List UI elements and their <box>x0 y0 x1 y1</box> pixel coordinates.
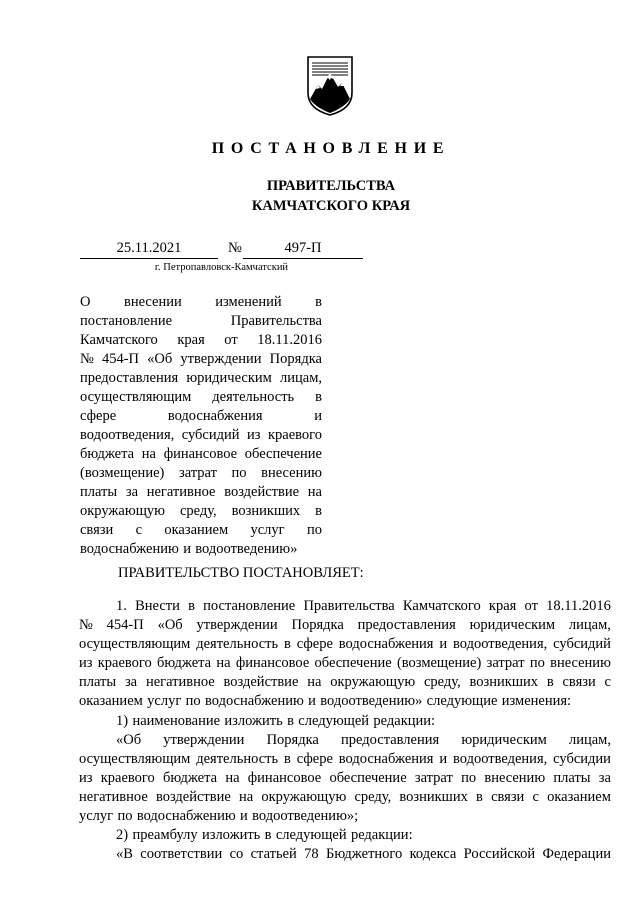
body-word: 2) <box>116 827 129 844</box>
body-word: Бюджетного <box>326 846 403 863</box>
body-word: негативное <box>79 788 148 805</box>
subject-line <box>80 502 322 521</box>
body-word: за <box>124 674 138 691</box>
body-word: водоотведения, <box>453 636 548 653</box>
body-word: в <box>546 674 554 691</box>
subject-line <box>80 369 322 388</box>
subject-word: Камчатского <box>80 332 158 348</box>
decree-formula: ПРАВИТЕЛЬСТВО ПОСТАНОВЛЯЕТ: <box>118 565 364 581</box>
body-word: платы <box>553 769 591 786</box>
body-word: связи <box>491 788 525 805</box>
subject-word: внесении <box>124 294 182 310</box>
subject-line <box>80 540 322 559</box>
body-word: Российской <box>463 846 536 863</box>
body-word: лицам, <box>568 731 611 748</box>
body-word: на <box>307 674 322 691</box>
subject-word: 454-П <box>101 351 140 367</box>
body-word: обеспечение <box>314 655 392 672</box>
subject-word: лицам, <box>280 370 322 386</box>
body-word: воздействие <box>155 788 231 805</box>
subject-word: за <box>125 484 139 500</box>
body-word: № <box>79 617 93 634</box>
body-word: бюджета <box>163 769 218 786</box>
body-word: из <box>79 769 93 786</box>
subject-word: из <box>247 427 261 443</box>
subject-word: финансовое <box>163 446 238 462</box>
subject-word: изменений <box>215 294 282 310</box>
issue-city: г. Петропавловск-Камчатский <box>154 262 289 273</box>
subject-word: и <box>314 408 322 424</box>
body-word: с <box>604 674 611 691</box>
subject-word: в <box>315 389 322 405</box>
body-word: деятельность <box>196 636 279 653</box>
subject-word: среду, <box>179 503 217 519</box>
subject-word: «Об <box>147 351 173 367</box>
body-word: обеспечение <box>329 769 407 786</box>
subject-word: окружающую <box>80 503 165 519</box>
body-word: «В <box>116 846 133 863</box>
subject-word: и <box>183 541 191 557</box>
subject-word: водоотведению» <box>195 541 298 557</box>
body-word: 78 <box>304 846 319 863</box>
body-word: водоснабжения <box>338 750 434 767</box>
body-word: юридическим <box>461 731 547 748</box>
subject-word: обеспечение <box>244 446 322 462</box>
body-word: изложить <box>201 827 261 844</box>
subject-word: на <box>141 446 156 462</box>
subject-line <box>80 483 322 502</box>
subject-word: по <box>306 522 322 538</box>
body-line <box>79 712 611 731</box>
body-word: Порядка <box>266 731 319 748</box>
body-word: среду, <box>354 788 392 805</box>
subject-word: оказанием <box>164 522 229 538</box>
subject-word: воздействие <box>224 484 300 500</box>
document-date: 25.11.2021 <box>80 238 218 259</box>
body-line <box>79 826 611 845</box>
body-word: возникших <box>399 788 468 805</box>
body-word: финансовое <box>247 769 322 786</box>
body-line <box>79 845 611 864</box>
body-word: среду, <box>423 674 461 691</box>
body-word: 454-П <box>106 617 144 634</box>
body-word: со <box>229 846 244 863</box>
subject-word: юридическим <box>186 370 272 386</box>
body-word: утверждении <box>196 617 278 634</box>
body-word: в <box>284 750 291 767</box>
subject-word: 18.11.2016 <box>257 332 322 348</box>
subject-word: осуществляющим <box>80 389 192 405</box>
body-word: внесению <box>484 769 546 786</box>
body-word: водоотведению»; <box>252 808 359 825</box>
body-word: Камчатского <box>402 598 481 614</box>
body-word: по <box>529 655 545 672</box>
body-line <box>79 731 611 750</box>
body-word: субсидий <box>553 636 611 653</box>
body-line <box>79 673 611 692</box>
body-word: следующей <box>275 827 347 844</box>
number-sign: № <box>228 240 242 256</box>
subject-word: платы <box>80 484 118 500</box>
body-word: деятельность <box>196 750 279 767</box>
body-word: Внести <box>135 598 180 614</box>
body-word: лицам, <box>568 617 611 634</box>
subject-word: О <box>80 294 91 310</box>
body-word: от <box>524 598 538 614</box>
subject-line <box>80 350 322 369</box>
body-word: сфере <box>296 636 333 653</box>
body-word: 1) <box>116 712 129 729</box>
subject-word: от <box>224 332 238 348</box>
body-word: и <box>439 636 448 653</box>
body-word: бюджета <box>157 655 212 672</box>
body-word: оказанием <box>547 788 611 805</box>
body-word: осуществляющим <box>79 750 191 767</box>
body-word: водоснабжения <box>338 636 434 653</box>
body-word: по <box>461 769 477 786</box>
body-word: постановление <box>203 598 296 614</box>
subject-word: по <box>231 465 247 481</box>
subject-word: возникших <box>231 503 301 519</box>
body-word: утверждении <box>163 731 245 748</box>
body-word: на <box>216 655 231 672</box>
subject-line <box>80 407 322 426</box>
subject-word: связи <box>80 522 114 538</box>
body-word: следующей <box>298 712 370 729</box>
body-word: 1. <box>116 598 127 614</box>
body-word: субсидии <box>553 750 611 767</box>
subject-word: (возмещение) <box>80 465 165 481</box>
body-word: изложить <box>224 712 283 729</box>
body-word: сфере <box>296 750 333 767</box>
body-word: водоотведению» <box>320 693 423 710</box>
body-word: преамбулу <box>132 827 198 844</box>
authority-line-1: ПРАВИТЕЛЬСТВА <box>266 178 396 194</box>
body-word: по <box>117 808 133 825</box>
subject-word: водоотведения, <box>80 427 175 443</box>
body-word: водоснабжению <box>204 693 304 710</box>
body-word: в <box>287 712 294 729</box>
subject-line <box>80 331 322 350</box>
kamchatka-coat-of-arms-icon <box>305 55 355 117</box>
body-line <box>79 635 611 654</box>
body-word: окружающую <box>261 788 347 805</box>
body-line <box>79 769 611 788</box>
body-word: Правительства <box>303 598 395 614</box>
subject-word: края <box>177 332 205 348</box>
body-word: по <box>185 693 201 710</box>
body-word: в <box>284 636 291 653</box>
body-word: в <box>476 788 483 805</box>
subject-word: деятельность <box>212 389 295 405</box>
body-word: кодекса <box>409 846 457 863</box>
subject-line <box>80 293 322 312</box>
subject-word: субсидий <box>181 427 240 443</box>
body-word: краевого <box>97 655 152 672</box>
body-word: финансовое <box>235 655 310 672</box>
subject-word: бюджета <box>80 446 135 462</box>
body-word: водоснабжению <box>136 808 236 825</box>
body-word: воздействие <box>223 674 299 691</box>
body-line <box>79 692 611 711</box>
subject-word: сфере <box>80 408 117 424</box>
document-type-title: ПОСТАНОВЛЕНИЕ <box>211 140 451 157</box>
body-word: услуг <box>147 693 182 710</box>
body-word: и <box>240 808 248 825</box>
body-word: затрат <box>486 655 525 672</box>
subject-word: водоснабжения <box>167 408 263 424</box>
subject-line <box>80 426 322 445</box>
subject-word: в <box>315 294 322 310</box>
body-word: платы <box>79 674 117 691</box>
body-word: на <box>225 769 240 786</box>
authority-line-2: КАМЧАТСКОГО КРАЯ <box>251 198 411 214</box>
body-line <box>79 807 611 826</box>
body-line <box>79 597 611 616</box>
body-word: негативное <box>145 674 215 691</box>
subject-word: Порядка <box>269 351 322 367</box>
body-line <box>79 750 611 769</box>
subject-word: Правительства <box>230 313 322 329</box>
body-word: в <box>264 827 272 844</box>
subject-line <box>80 312 322 331</box>
body-line <box>79 788 611 807</box>
body-word: возникших <box>469 674 538 691</box>
subject-word: негативное <box>146 484 216 500</box>
body-word: «Об <box>157 617 183 634</box>
body-word: края <box>488 598 517 614</box>
body-word: юридическим <box>469 617 556 634</box>
body-word: наименование <box>132 712 221 729</box>
body-word: услуг <box>79 808 114 825</box>
body-word: и <box>308 693 316 710</box>
body-word: окружающую <box>330 674 416 691</box>
document-number: 497-П <box>243 238 363 259</box>
subject-word: № <box>80 351 94 367</box>
subject-word: предоставления <box>80 370 179 386</box>
body-word: статьей <box>250 846 297 863</box>
body-word: с <box>532 788 539 805</box>
body-word: Порядка <box>291 617 344 634</box>
body-word: изменения: <box>501 693 572 710</box>
subject-word: внесению <box>261 465 322 481</box>
subject-line <box>80 445 322 464</box>
body-word: предоставления <box>357 617 456 634</box>
subject-word: затрат <box>178 465 217 481</box>
body-word: редакции: <box>350 827 413 844</box>
subject-word: в <box>315 503 322 519</box>
body-word: и <box>439 750 448 767</box>
body-word: 18.11.2016 <box>546 598 611 614</box>
body-word: водоотведения, <box>453 750 548 767</box>
document-body <box>79 597 611 864</box>
subject-line <box>80 464 322 483</box>
issuing-authority <box>0 176 640 216</box>
subject-line <box>80 388 322 407</box>
body-word: затрат <box>414 769 453 786</box>
body-word: редакции: <box>373 712 436 729</box>
body-word: осуществляющим <box>79 636 191 653</box>
body-word: (возмещение) <box>396 655 482 672</box>
body-word: следующие <box>426 693 498 710</box>
body-word: Федерации <box>542 846 611 863</box>
subject-word: на <box>307 484 322 500</box>
body-word: оказанием <box>79 693 143 710</box>
body-word: «Об <box>116 731 142 748</box>
body-word: соответствии <box>140 846 223 863</box>
subject-word: услуг <box>250 522 285 538</box>
subject-word: утверждении <box>180 351 262 367</box>
body-word: в <box>188 598 195 614</box>
body-line <box>79 616 611 635</box>
subject-word: постановление <box>80 313 173 329</box>
body-word: предоставления <box>341 731 440 748</box>
body-word: внесению <box>550 655 611 672</box>
subject-line <box>80 521 322 540</box>
body-word: на <box>238 788 254 805</box>
body-word: краевого <box>100 769 155 786</box>
subject-word: с <box>135 522 143 538</box>
body-word: за <box>598 769 611 786</box>
body-word: связи <box>562 674 596 691</box>
body-line <box>79 654 611 673</box>
subject-word: водоснабжению <box>80 541 179 557</box>
document-subject <box>80 293 322 559</box>
body-word: из <box>79 655 93 672</box>
subject-word: краевого <box>267 427 322 443</box>
